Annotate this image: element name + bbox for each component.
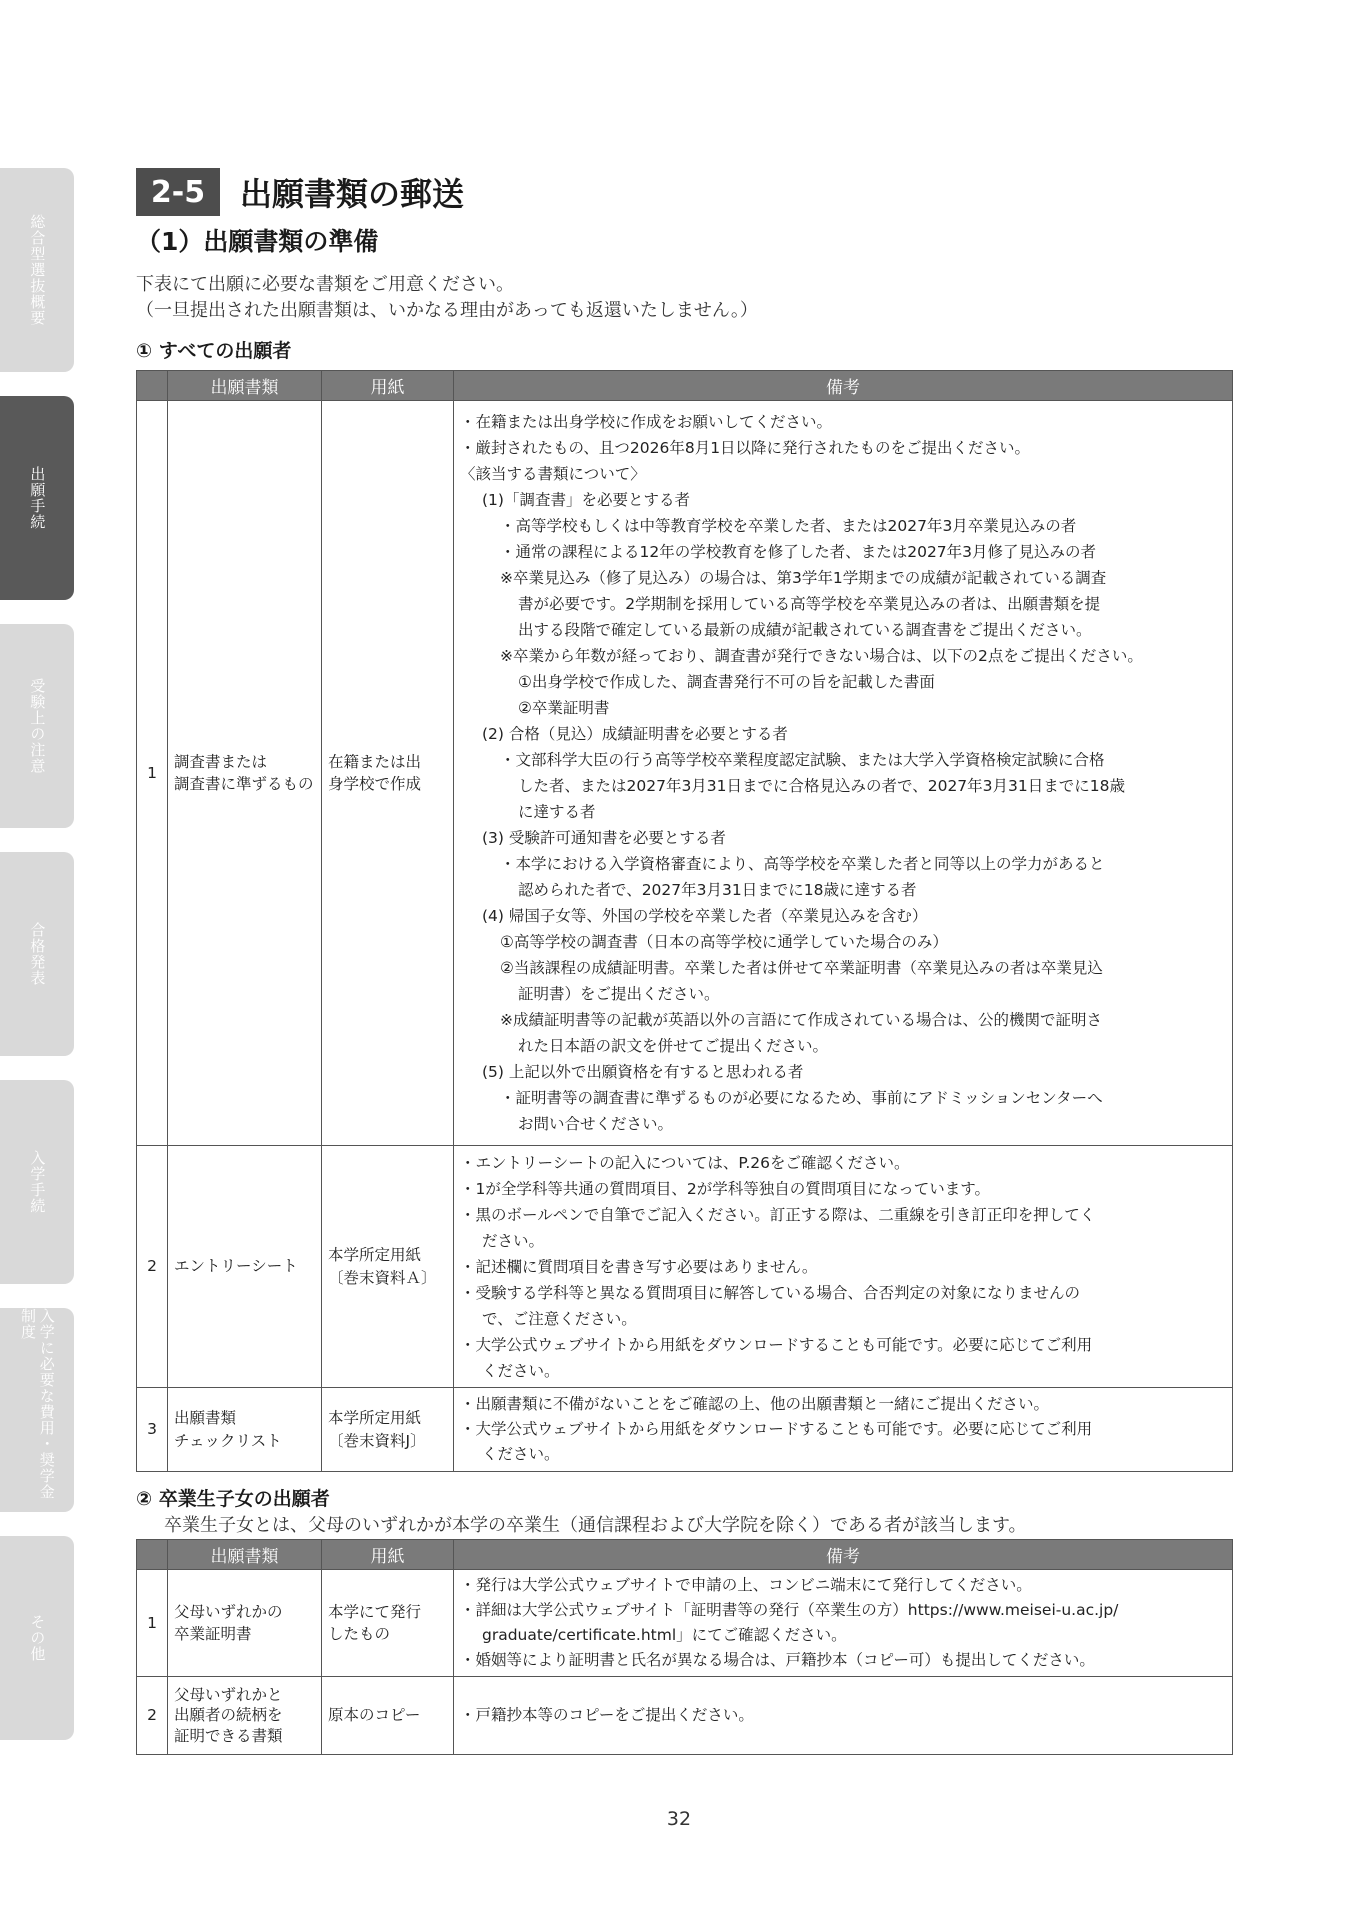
remark-line: graduate/certificate.html」にてご確認ください。 [482, 1626, 847, 1644]
remarks-cell [454, 1146, 1233, 1388]
header-paper: 用紙 [322, 371, 454, 401]
remark-line: ・大学公式ウェブサイトから用紙をダウンロードすることも可能です。必要に応じてご利用 [460, 1420, 1093, 1438]
remark-line: ・記述欄に質問項目を書き写す必要はありません。 [460, 1257, 818, 1276]
remark-line: 書が必要です。2学期制を採用している高等学校を卒業見込みの者は、出願書類を提 [518, 595, 1101, 613]
remark-line: (5) 上記以外で出願資格を有すると思われる者 [482, 1063, 804, 1081]
remark-line: に達する者 [518, 803, 596, 821]
section-header [136, 168, 464, 216]
remark-line: ※卒業見込み（修了見込み）の場合は、第3学年1学期までの成績が記載されている調査 [500, 569, 1107, 587]
row-number: 2 [137, 1677, 168, 1755]
intro-note: （一旦提出された出願書類は、いかなる理由があっても返還いたしません。） [136, 300, 758, 321]
side-tab-label: 総合型選抜概要 [28, 214, 47, 326]
section-title: 出願書類の郵送 [240, 175, 465, 213]
remark-line: (1)「調査書」を必要とする者 [482, 491, 690, 509]
table-row [137, 1388, 1233, 1472]
remark-line: ※成績証明書等の記載が英語以外の言語にて作成されている場合は、公的機関で証明さ [500, 1011, 1102, 1029]
header-notes: 備考 [454, 1540, 1233, 1570]
table-row [137, 1677, 1233, 1755]
document-name [168, 1146, 322, 1388]
documents-table-all [136, 370, 1233, 1472]
remark-line: ・文部科学大臣の行う高等学校卒業程度認定試験、または大学入学資格検定試験に合格 [500, 751, 1105, 769]
document-name [168, 1570, 322, 1677]
side-tab-application [0, 396, 74, 600]
remark-line: (2) 合格（見込）成績証明書を必要とする者 [482, 725, 788, 743]
remark-line: れた日本語の訳文を併せてご提出ください。 [518, 1037, 829, 1055]
intro-text: 下表にて出願に必要な書類をご用意ください。 [136, 274, 514, 295]
remarks-cell [454, 1677, 1233, 1755]
remark-line: 〈該当する書類について〉 [460, 465, 646, 483]
document-name-line: 証明できる書類 [174, 1726, 283, 1745]
remark-line: した者、または2027年3月31日までに合格見込みの者で、2027年3月31日までに18歳 [518, 777, 1125, 795]
document-name-line: 父母いずれかの [174, 1602, 283, 1621]
document-name-line: 調査書に準ずるもの [174, 775, 314, 793]
document-name [168, 1388, 322, 1472]
side-tab-overview [0, 168, 74, 372]
header-blank [137, 371, 168, 401]
document-name [168, 1677, 322, 1755]
remarks-cell [454, 1570, 1233, 1677]
remark-line: ②卒業証明書 [518, 699, 610, 717]
paper-type [322, 1146, 454, 1388]
document-name [168, 401, 322, 1146]
header-paper: 用紙 [322, 1540, 454, 1570]
paper-type-line: 本学にて発行 [328, 1602, 422, 1621]
remark-line: ・エントリーシートの記入については、P.26をご確認ください。 [460, 1153, 910, 1172]
remark-line: ・在籍または出身学校に作成をお願いしてください。 [460, 413, 833, 431]
side-tab-results [0, 852, 74, 1056]
paper-type-line: 〔巻末資料J〕 [328, 1431, 426, 1450]
remark-line: ・1が全学科等共通の質問項目、2が学科等独自の質問項目になっています。 [460, 1179, 990, 1198]
side-tab-exam-notes [0, 624, 74, 828]
remark-line: ・証明書等の調査書に準ずるものが必要になるため、事前にアドミッションセンターへ [500, 1089, 1103, 1107]
section-number: 2-5 [136, 168, 220, 216]
header-notes: 備考 [454, 371, 1233, 401]
table-row [137, 1570, 1233, 1677]
remark-line: ください。 [482, 1361, 560, 1380]
table-header-row [137, 371, 1233, 401]
paper-type-line: 本学所定用紙 [328, 1246, 422, 1265]
remark-line: お問い合せください。 [518, 1115, 674, 1133]
document-name-line: 卒業証明書 [174, 1625, 252, 1643]
remark-line: ②当該課程の成績証明書。卒業した者は併せて卒業証明書（卒業見込みの者は卒業見込 [500, 959, 1103, 977]
header-document: 出願書類 [168, 1540, 322, 1570]
document-name-line: 調査書または [174, 752, 268, 771]
remark-line: (4) 帰国子女等、外国の学校を卒業した者（卒業見込みを含む） [482, 907, 928, 925]
side-tab-costs [0, 1308, 74, 1512]
side-tab-label: 入学手続 [28, 1150, 47, 1214]
header-document: 出願書類 [168, 371, 322, 401]
paper-type-line: 身学校で作成 [328, 775, 422, 793]
row-number: 2 [137, 1146, 168, 1388]
remark-line: ・黒のボールペンで自筆でご記入ください。訂正する際は、二重線を引き訂正印を押してく [460, 1205, 1096, 1224]
table-row [137, 401, 1233, 1146]
side-tab-enrollment [0, 1080, 74, 1284]
remark-line: ・大学公式ウェブサイトから用紙をダウンロードすることも可能です。必要に応じてご利用 [460, 1335, 1093, 1354]
paper-type-line: 本学所定用紙 [328, 1409, 422, 1428]
side-tab-label: その他 [28, 1614, 47, 1662]
remark-line: 認められた者で、2027年3月31日までに18歳に達する者 [518, 881, 917, 899]
table-header-row [137, 1540, 1233, 1570]
remark-line: ださい。 [482, 1231, 545, 1250]
side-tab-label: 合格発表 [28, 922, 47, 986]
remark-line: ・厳封されたもの、且つ2026年8月1日以降に発行されたものをご提出ください。 [460, 439, 1031, 457]
remark-line: ・通常の課程による12年の学校教育を修了した者、または2027年3月修了見込みの者 [500, 543, 1097, 561]
group-title-alumni-children: ② 卒業生子女の出願者 [136, 1488, 330, 1510]
paper-type-line: 〔巻末資料Ａ〕 [328, 1268, 437, 1287]
remark-line: ・高等学校もしくは中等教育学校を卒業した者、または2027年3月卒業見込みの者 [500, 517, 1077, 535]
remark-line: ・受験する学科等と異なる質問項目に解答している場合、合否判定の対象になりませんの [460, 1283, 1081, 1302]
side-tab-label: 入学に必要な費用・奨学金制度 [19, 1308, 56, 1500]
paper-type [322, 401, 454, 1146]
remark-line: ・本学における入学資格審査により、高等学校を卒業した者と同等以上の学力があると [500, 855, 1105, 873]
side-tab-other [0, 1536, 74, 1740]
side-tab-label: 受験上の注意 [28, 678, 47, 774]
paper-type-line: 在籍または出 [328, 752, 422, 771]
paper-type [322, 1570, 454, 1677]
remark-line: ・出願書類に不備がないことをご確認の上、他の出願書類と一緒にご提出ください。 [460, 1395, 1050, 1413]
paper-type [322, 1677, 454, 1755]
paper-type [322, 1388, 454, 1472]
remark-line: ・戸籍抄本等のコピーをご提出ください。 [460, 1706, 754, 1725]
subsection-title: （1）出願書類の準備 [136, 227, 379, 256]
side-tab-label: 出願手続 [28, 466, 47, 530]
remark-line: ※卒業から年数が経っており、調査書が発行できない場合は、以下の2点をご提出ください。 [500, 647, 1143, 665]
document-name-line: エントリーシート [174, 1257, 298, 1276]
remark-line: 出する段階で確定している最新の成績が記載されている調査書をご提出ください。 [518, 621, 1092, 639]
remark-line: 証明書）をご提出ください。 [518, 985, 720, 1003]
remark-line: で、ご注意ください。 [482, 1309, 637, 1328]
group-title-all-applicants: ① すべての出願者 [136, 340, 292, 362]
remark-line: ・発行は大学公式ウェブサイトで申請の上、コンビニ端末にて発行してください。 [460, 1576, 1032, 1594]
remark-line: ①出身学校で作成した、調査書発行不可の旨を記載した書面 [518, 673, 935, 691]
document-name-line: 出願者の続柄を [174, 1706, 283, 1725]
paper-type-line: 原本のコピー [328, 1706, 421, 1725]
documents-table-alumni [136, 1539, 1233, 1755]
group-note-alumni-children: 卒業生子女とは、父母のいずれかが本学の卒業生（通信課程および大学院を除く）である者が該当します。 [164, 1515, 1027, 1536]
header-blank [137, 1540, 168, 1570]
paper-type-line: したもの [328, 1625, 391, 1643]
remarks-cell [454, 1388, 1233, 1472]
remark-line: ください。 [482, 1445, 560, 1463]
document-name-line: 出願書類 [174, 1409, 237, 1428]
row-number: 3 [137, 1388, 168, 1472]
remark-line: (3) 受験許可通知書を必要とする者 [482, 829, 726, 847]
table-row [137, 1146, 1233, 1388]
document-name-line: 父母いずれかと [174, 1686, 283, 1705]
remark-line: ・婚姻等により証明書と氏名が異なる場合は、戸籍抄本（コピー可）も提出してください。 [460, 1651, 1095, 1669]
row-number: 1 [137, 401, 168, 1146]
row-number: 1 [137, 1570, 168, 1677]
remark-line: ①高等学校の調査書（日本の高等学校に通学していた場合のみ） [500, 933, 948, 951]
remark-line: ・詳細は大学公式ウェブサイト「証明書等の発行（卒業生の方）https://www.meisei-u.ac.jp/ [460, 1601, 1119, 1619]
document-name-line: チェックリスト [174, 1431, 282, 1450]
page-number: 32 [666, 1808, 692, 1830]
remarks-cell [454, 401, 1233, 1146]
